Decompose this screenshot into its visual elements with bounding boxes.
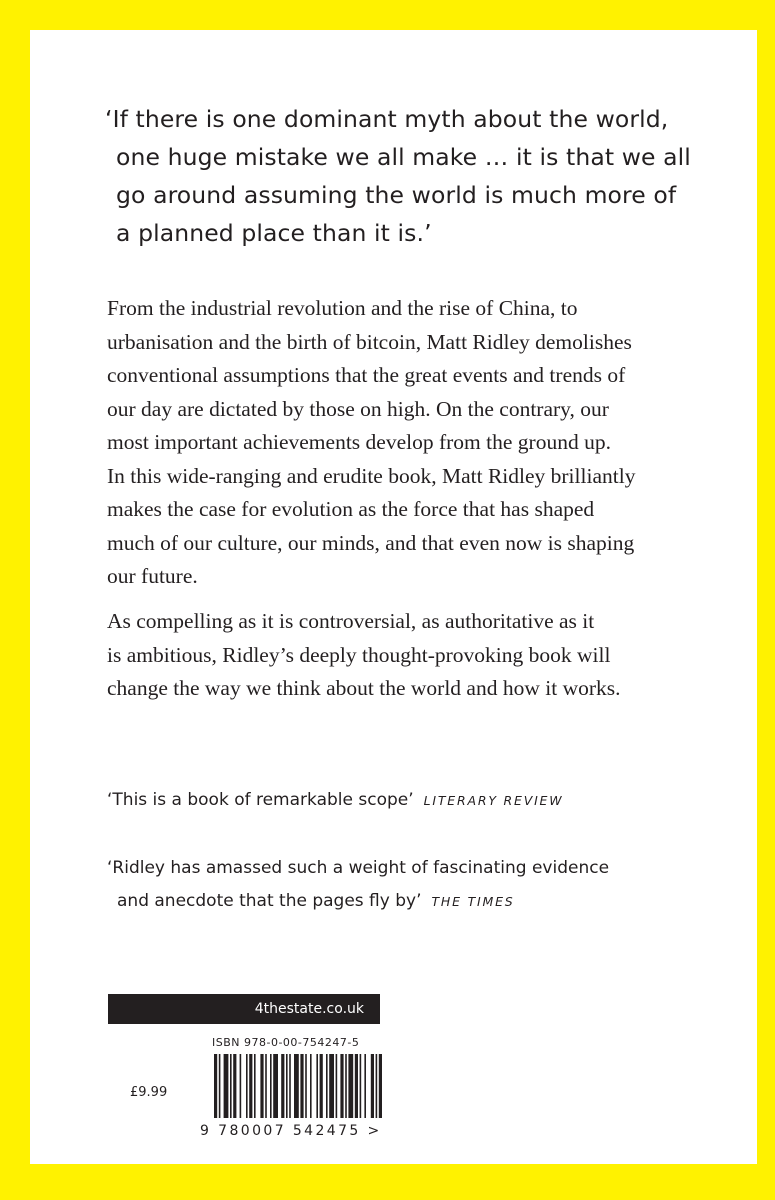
review-text: ‘This is a book of remarkable scope’ [107, 790, 414, 810]
text-line: From the industrial revolution and the rise of China, to [107, 296, 578, 320]
text-line: As compelling as it is controversial, as authoritative as it [107, 609, 595, 633]
price-label: £9.99 [130, 1085, 168, 1100]
pull-quote-line: one huge mistake we all make … it is that we all [116, 143, 691, 171]
publisher-url-bar[interactable] [108, 994, 380, 1024]
review-quote-1 [107, 784, 727, 817]
text-line: urbanisation and the birth of bitcoin, Matt Ridley demolishes [107, 329, 632, 354]
description-paragraph-1 [107, 292, 727, 594]
description-paragraph-2 [107, 605, 727, 706]
review-text: and anecdote that the pages fly by’ [117, 891, 422, 911]
review-quote-2 [107, 852, 727, 918]
text-line: is ambitious, Ridley’s deeply thought-provoking book will [107, 642, 611, 667]
pull-quote-line: a planned place than it is.’ [116, 219, 432, 247]
review-source: LITERARY REVIEW [423, 793, 564, 808]
isbn-label: ISBN 978-0-00-754247-5 [212, 1036, 360, 1049]
text-line: conventional assumptions that the great events and trends of [107, 363, 626, 387]
text-line: most important achievements develop from the ground up. [107, 430, 611, 454]
text-line: In this wide-ranging and erudite book, Matt Ridley brilliantly [107, 463, 636, 488]
review-source: THE TIMES [431, 894, 515, 909]
publisher-url[interactable]: 4thestate.co.uk [254, 1001, 364, 1017]
pull-quote [105, 100, 745, 252]
barcode-digits: 9 780007 542475 > [200, 1123, 382, 1139]
pull-quote-line: ‘If there is one dominant myth about the world, [105, 105, 669, 133]
pull-quote-line: go around assuming the world is much more of [116, 181, 677, 209]
text-line: makes the case for evolution as the force that has shaped [107, 497, 595, 521]
review-text: ‘Ridley has amassed such a weight of fascinating evidence [107, 858, 610, 878]
text-line: change the way we think about the world and how it works. [107, 676, 621, 700]
text-line: our future. [107, 564, 198, 588]
text-line: much of our culture, our minds, and that even now is shaping [107, 530, 635, 555]
barcode-icon [200, 1054, 390, 1120]
text-line: our day are dictated by those on high. On the contrary, our [107, 396, 609, 421]
